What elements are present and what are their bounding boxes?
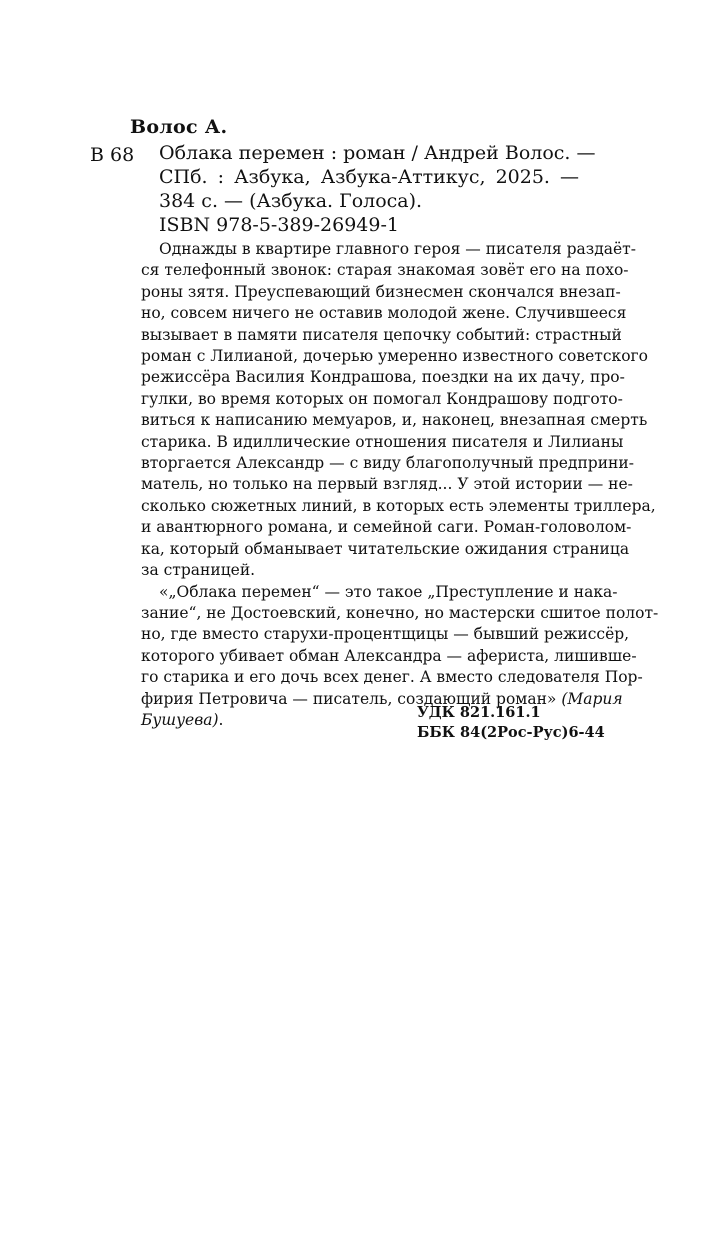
biblio-line: Облака перемен : роман / Андрей Волос. —	[159, 142, 596, 164]
annotation-line: роман с Лилианой, дочерью умеренно известного советского	[141, 347, 649, 366]
biblio-word: СПб.	[159, 166, 208, 188]
annotation-line: сколько сюжетных линий, в которых есть элементы триллера,	[141, 496, 656, 515]
annotation-line: ка, который обманывает читательские ожидания страница	[141, 539, 630, 558]
annotation-line: вторгается Александр — с виду благополучный предприни-	[141, 454, 634, 473]
annotation-line: го старика и его дочь всех денег. А вместо следователя Пор-	[141, 668, 643, 687]
annotation-line: но, совсем ничего не оставив молодой жене. Случившееся	[141, 304, 627, 323]
author-heading: Волос А.	[130, 116, 228, 138]
biblio-word: Азбука-Аттикус,	[320, 166, 486, 188]
annotation-line: гулки, во время которых он помогал Кондрашову подгото-	[141, 389, 623, 408]
annotation-line: за страницей.	[141, 561, 256, 580]
classification-codes	[417, 703, 605, 743]
annotation-line: Бушуева).	[141, 710, 224, 729]
catalog-code: В 68	[90, 144, 135, 166]
udk-code: УДК 821.161.1	[417, 704, 541, 721]
annotation-line: матель, но только на первый взгляд... У этой истории — не-	[141, 475, 633, 494]
biblio-word: —	[560, 166, 579, 188]
biblio-word: :	[217, 166, 225, 188]
biblio-word: Азбука,	[234, 166, 311, 188]
annotation-line: «„Облака перемен“ — это такое „Преступление и нака-	[159, 582, 618, 601]
annotation-line: виться к написанию мемуаров, и, наконец, внезапная смерть	[141, 411, 648, 430]
annotation-paragraph	[141, 239, 656, 582]
biblio-line	[159, 165, 579, 189]
annotation-line: но, где вместо старухи-процентщицы — бывший режиссёр,	[141, 625, 630, 644]
annotation-line: и авантюрного романа, и семейной саги. Роман-головолом-	[141, 518, 632, 537]
annotation-line: старика. В идиллические отношения писателя и Лилианы	[141, 432, 624, 451]
annotation-line: вызывает в памяти писателя цепочку событий: страстный	[141, 325, 622, 344]
quote-author: (Мария	[556, 689, 623, 708]
bbk-code: ББК 84(2Рос-Рус)6-44	[417, 724, 605, 741]
biblio-line: 384 с. — (Азбука. Голоса).	[159, 190, 423, 212]
annotation-line: Однажды в квартире главного героя — писателя раздаёт-	[159, 240, 636, 258]
bibliographic-description	[159, 141, 596, 213]
isbn: ISBN 978-5-389-26949-1	[159, 214, 399, 236]
annotation-line: которого убивает обман Александра — афериста, лишивше-	[141, 646, 637, 665]
biblio-word: 2025.	[495, 166, 550, 188]
annotation-line: зание“, не Достоевский, конечно, но мастерски сшитое полот-	[141, 603, 659, 622]
annotation-line: режиссёра Василия Кондрашова, поездки на их дачу, про-	[141, 368, 625, 387]
annotation-line: роны зятя. Преуспевающий бизнесмен скончался внезап-	[141, 282, 621, 301]
annotation	[141, 239, 659, 731]
annotation-line: фирия Петровича — писатель, создающий роман» (Мария	[141, 689, 623, 708]
annotation-line: ся телефонный звонок: старая знакомая зовёт его на похо-	[141, 261, 629, 280]
quote-author: Бушуева)	[141, 710, 219, 729]
